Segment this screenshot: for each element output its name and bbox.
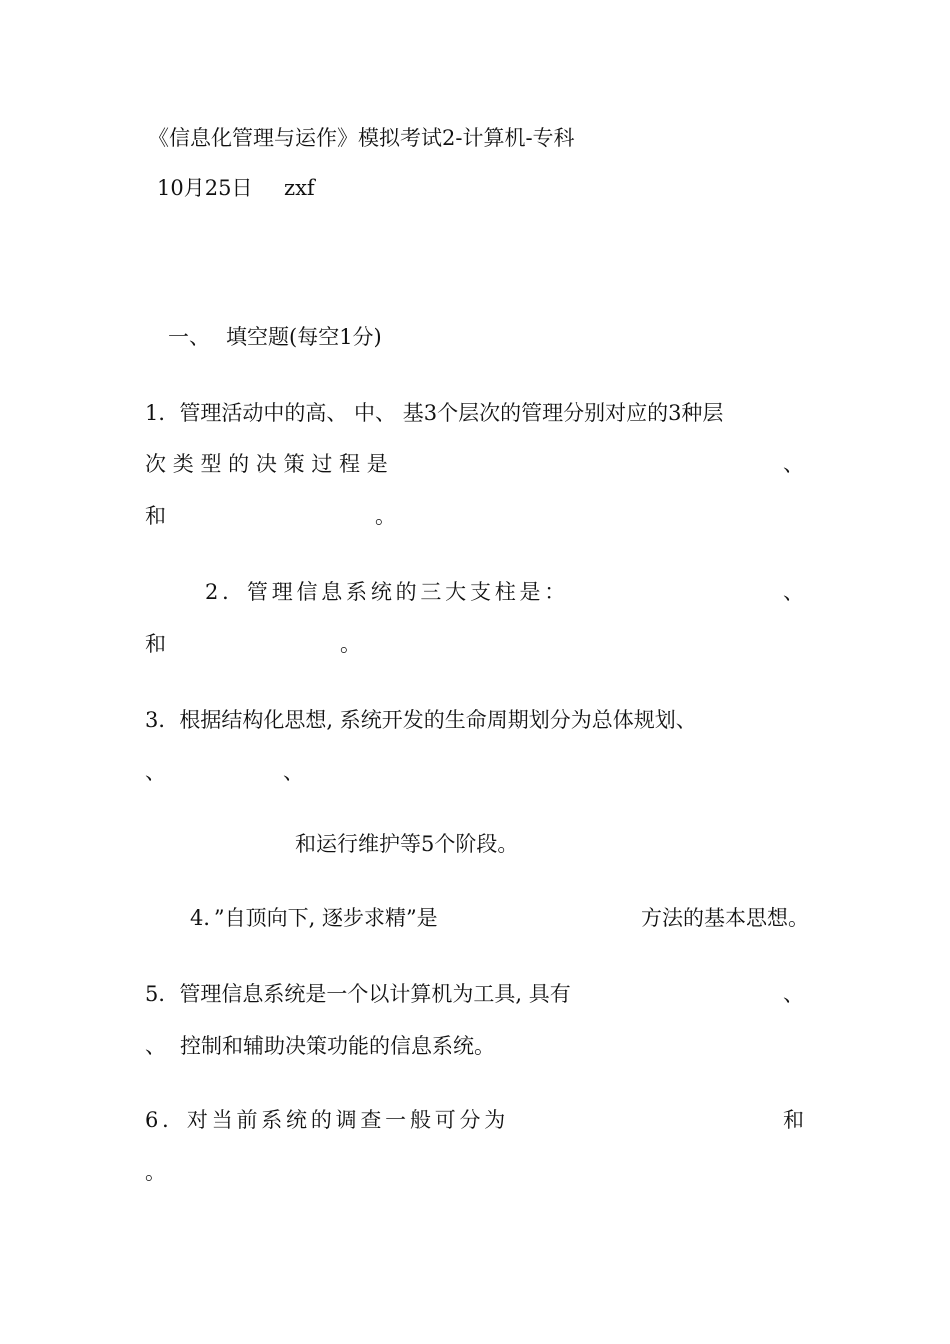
document-title: 《信息化管理与运作》模拟考试2-计算机-专科 [148,126,575,150]
q1-line1: 1．管理活动中的高、 中、 基3个层次的管理分别对应的3种层 [145,401,724,425]
q6-and: 和 [783,1108,804,1132]
q3-line1: 3．根据结构化思想, 系统开发的生命周期划分为总体规划、 [145,708,697,732]
document-date: 10月25日 [157,176,253,200]
section-heading: 填空题(每空1分) [226,325,382,349]
q2-end: 。 [340,632,361,656]
q2-and: 和 [145,632,166,656]
q6-end: 。 [145,1160,166,1184]
q5-separator-1: 、 [783,982,804,1006]
q3-line3: 和运行维护等5个阶段。 [295,832,519,856]
q5-separator-2: 、 [145,1034,166,1058]
q1-and: 和 [145,504,166,528]
q6-line1: 6．对当前系统的调查一般可分为 [145,1108,510,1132]
q1-line2: 次类型的决策过程是 [145,452,395,476]
q3-separator-2: 、 [283,760,304,784]
q5-line2: 控制和辅助决策功能的信息系统。 [180,1034,495,1058]
section-number: 一、 [168,325,210,349]
q3-separator-1: 、 [145,760,166,784]
q1-end: 。 [375,504,396,528]
q1-separator: 、 [783,452,804,476]
q4-tail: 方法的基本思想。 [641,906,809,930]
document-author: zxf [284,176,315,200]
q2-line1: 2．管理信息系统的三大支柱是： [205,580,570,604]
q4-text: 4．”自顶向下, 逐步求精”是 [190,906,438,930]
q2-separator: 、 [783,580,804,604]
q5-line1: 5．管理信息系统是一个以计算机为工具, 具有 [145,982,571,1006]
